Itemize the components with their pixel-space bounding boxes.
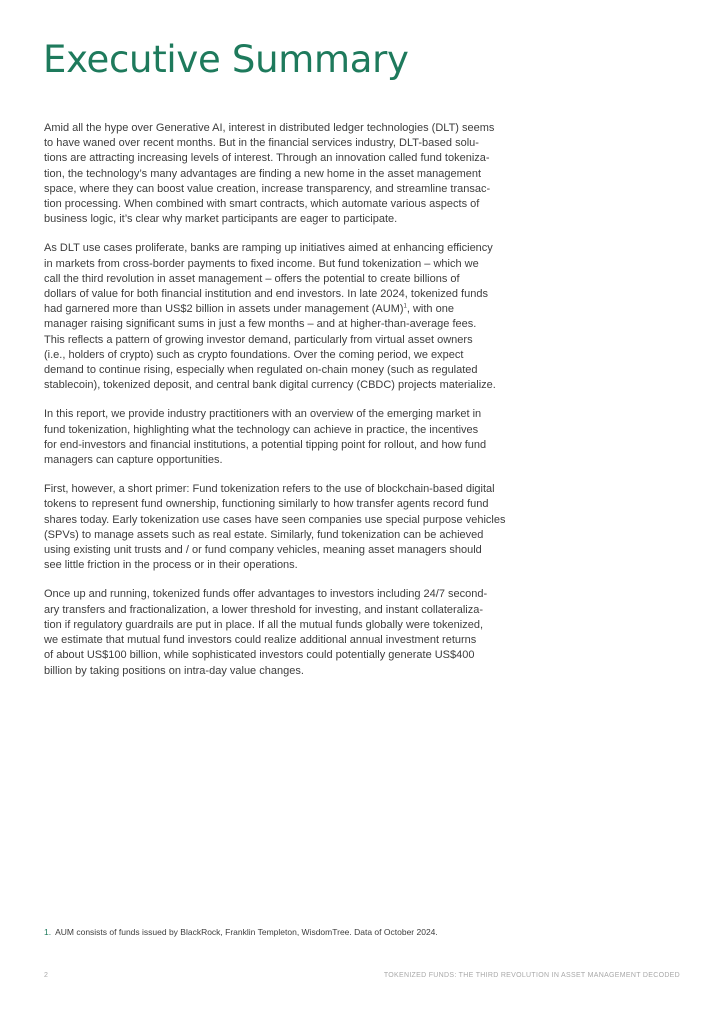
- text-line: tions are attracting increasing levels of interest. Through an innovation called fund tokeniza-: [44, 152, 490, 165]
- text-segment: had garnered more than US$2 billion in assets under management (AUM): [44, 303, 404, 316]
- text-line: (SPVs) to manage assets such as real estate. Similarly, fund tokenization can be achieved: [44, 528, 484, 541]
- footnote-number: 1.: [44, 927, 52, 937]
- text-line: This reflects a pattern of growing investor demand, particularly from virtual asset owners: [44, 333, 473, 346]
- text-line: fund tokenization, highlighting what the technology can achieve in practice, the incentives: [44, 423, 479, 436]
- text-line: demand to continue rising, especially when regulated on-chain money (such as regulated: [44, 364, 478, 377]
- paragraph-primer: [44, 482, 530, 573]
- text-line: shares today. Early tokenization use cases have seen companies use special purpose vehicles: [44, 513, 506, 526]
- text-line: manager raising significant sums in just a few months – and at higher-than-average fees.: [44, 318, 477, 331]
- text-line: In this report, we provide industry practitioners with an overview of the emerging market in: [44, 408, 482, 421]
- text-line: tokens to represent fund ownership, functioning similarly to how transfer agents record fund: [44, 498, 489, 511]
- text-line: Once up and running, tokenized funds offer advantages to investors including 24/7 second-: [44, 588, 488, 601]
- text-line: for end-investors and financial institutions, a potential tipping point for rollout, and how fund: [44, 438, 487, 451]
- text-line: (i.e., holders of crypto) such as crypto foundations. Over the coming period, we expect: [44, 348, 464, 361]
- text-line: of about US$100 billion, while sophisticated investors could potentially generate US$400: [44, 649, 475, 662]
- text-line: First, however, a short primer: Fund tokenization refers to the use of blockchain-based digital: [44, 483, 495, 496]
- text-line: to have waned over recent months. But in the financial services industry, DLT-based solu-: [44, 137, 479, 150]
- text-line: space, where they can boost value creation, increase transparency, and streamline transac-: [44, 182, 491, 195]
- text-line: managers can capture opportunities.: [44, 454, 223, 467]
- paragraph-advantages: [44, 587, 530, 678]
- text-line: using existing unit trusts and / or fund company vehicles, meaning asset managers should: [44, 544, 482, 557]
- paragraph-intro: [44, 121, 530, 227]
- paragraph-dlt-use-cases: [44, 241, 530, 393]
- footnote: [44, 926, 438, 938]
- text-line: tion, the technology’s many advantages are finding a new home in the asset management: [44, 167, 482, 180]
- page-number: 2: [44, 972, 48, 979]
- body-text: [44, 121, 530, 693]
- text-line: we estimate that mutual fund investors could realize additional annual investment returns: [44, 634, 477, 647]
- text-line: in markets from cross-border payments to fixed income. But fund tokenization – which we: [44, 257, 479, 270]
- text-line: stablecoin), tokenized deposit, and central bank digital currency (CBDC) projects materialize.: [44, 379, 496, 392]
- text-line: tion if regulatory guardrails are put in place. If all the mutual funds globally were tokenized,: [44, 618, 484, 631]
- text-line-with-footnote-ref: [44, 302, 530, 317]
- text-line: Amid all the hype over Generative AI, interest in distributed ledger technologies (DLT) seems: [44, 122, 495, 134]
- footnote-text: AUM consists of funds issued by BlackRock, Franklin Templeton, WisdomTree. Data of October 2024.: [55, 927, 438, 937]
- paragraph-report-overview: [44, 407, 530, 468]
- text-segment: , with one: [406, 303, 454, 316]
- page-title: Executive Summary: [43, 38, 409, 81]
- text-line: dollars of value for both financial institution and end investors. In late 2024, tokenized funds: [44, 288, 488, 301]
- text-line: ary transfers and fractionalization, a lower threshold for investing, and instant collateraliza-: [44, 603, 484, 616]
- text-line: As DLT use cases proliferate, banks are ramping up initiatives aimed at enhancing efficiency: [44, 242, 493, 255]
- text-line: tion processing. When combined with smart contracts, which automate various aspects of: [44, 198, 480, 211]
- running-title: TOKENIZED FUNDS: THE THIRD REVOLUTION IN ASSET MANAGEMENT DECODED: [383, 972, 680, 979]
- text-line: see little friction in the process or in their operations.: [44, 559, 298, 572]
- text-line: billion by taking positions on intra-day value changes.: [44, 664, 304, 677]
- footnote-reference: 1: [403, 303, 407, 310]
- text-line: call the third revolution in asset management – offers the potential to create billions of: [44, 272, 460, 285]
- text-line: business logic, it’s clear why market participants are eager to participate.: [44, 213, 398, 226]
